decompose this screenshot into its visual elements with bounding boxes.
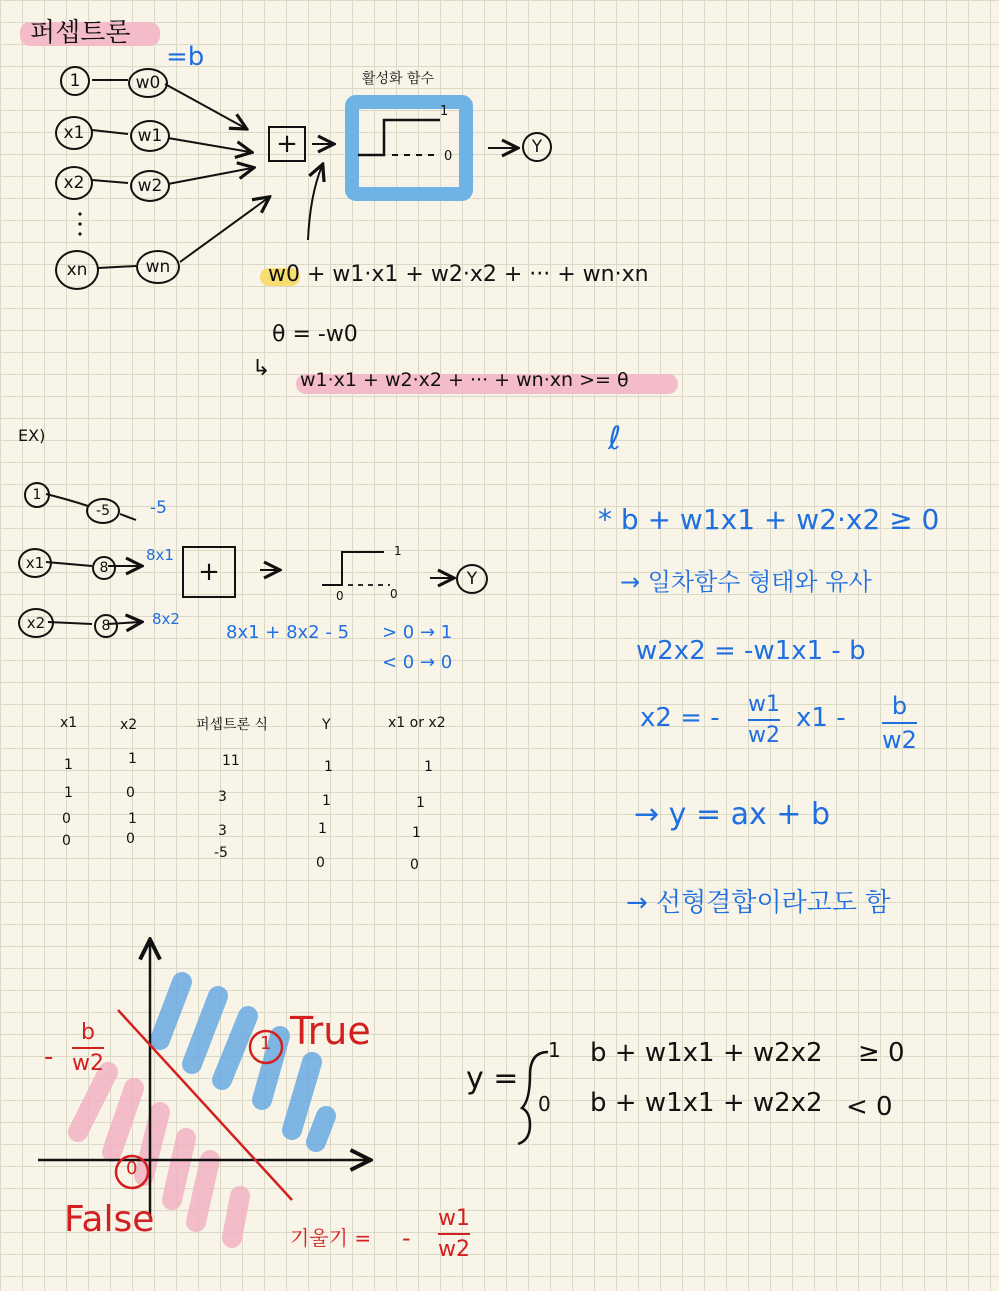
false-label: False	[64, 1199, 155, 1240]
x2-middle: x1 -	[796, 703, 846, 733]
intercept-denominator: w2	[72, 1051, 104, 1076]
slope-sign: -	[402, 1224, 411, 1252]
input-node-x1: x1	[55, 116, 93, 150]
input-node-bias: 1	[60, 66, 90, 96]
table-cell: 0	[410, 857, 419, 873]
output-node: Y	[522, 132, 552, 162]
theta-arrow: ↳	[252, 356, 271, 381]
theta-equation: θ = -w0	[272, 322, 358, 347]
table-cell: 1	[64, 785, 73, 801]
table-header-y: Y	[322, 717, 331, 733]
example-output-node: Y	[456, 564, 488, 594]
table-cell: 0	[62, 833, 71, 849]
table-cell: 1	[322, 793, 331, 809]
blue-region	[160, 982, 326, 1142]
intercept-fraction	[72, 1020, 104, 1076]
table-cell: 1	[128, 751, 137, 767]
example-note-x1: 8x1	[146, 546, 174, 564]
curl-mark: ℓ	[608, 419, 622, 457]
linear-combination-note: → 선형결합이라고도 함	[626, 888, 891, 918]
example-input-bias: 1	[24, 482, 50, 508]
true-marker: 1	[260, 1033, 272, 1054]
case2-condition: < 0	[846, 1092, 893, 1122]
slope-numerator: w1	[438, 1206, 470, 1231]
piecewise-lhs: y =	[466, 1061, 519, 1096]
slope-intercept-form: → y = ax + b	[634, 797, 831, 832]
activation-zero: 0	[444, 149, 453, 164]
false-marker: 0	[126, 1158, 138, 1179]
threshold-equation: w1·x1 + w2·x2 + ··· + wn·xn >= θ	[300, 369, 629, 391]
example-input-x1: x1	[18, 548, 52, 578]
table-cell: 3	[218, 789, 227, 805]
example-weight-x1: 8	[92, 556, 116, 580]
linear-function-note: → 일차함수 형태와 유사	[620, 568, 872, 596]
example-label: EX)	[18, 426, 46, 445]
slope-denominator: w2	[438, 1237, 470, 1262]
table-header-or: x1 or x2	[388, 715, 446, 731]
weighted-sum-formula: w0 + w1·x1 + w2·x2 + ··· + wn·xn	[268, 262, 649, 287]
example-step-one: 1	[394, 544, 402, 558]
sum-node: +	[268, 126, 306, 162]
example-input-x2: x2	[18, 608, 54, 638]
fraction-b-w2	[882, 692, 917, 754]
example-weight-bias: -5	[86, 498, 120, 524]
example-rule-expression: 8x1 + 8x2 - 5	[226, 622, 350, 643]
example-sum-node: +	[182, 546, 236, 598]
weight-node-w1: w1	[130, 120, 170, 152]
activation-box	[352, 102, 466, 194]
case2-value: 0	[538, 1092, 551, 1116]
w0-equals-b-note: =b	[166, 42, 205, 72]
table-cell: 1	[128, 811, 137, 827]
fraction-denominator: w2	[882, 726, 917, 754]
example-rule-true: > 0 → 1	[382, 622, 453, 643]
activation-step	[358, 120, 440, 155]
table-cell: 1	[64, 757, 73, 773]
intercept-sign: -	[44, 1042, 54, 1072]
activation-one: 1	[440, 104, 449, 119]
table-cell: 0	[126, 831, 135, 847]
rearranged-equation: w2x2 = -w1x1 - b	[636, 636, 866, 666]
case1-expression: b + w1x1 + w2x2	[590, 1038, 823, 1068]
slope-fraction	[438, 1206, 470, 1262]
table-cell: 1	[416, 795, 425, 811]
example-step-zero-left: 0	[336, 589, 344, 603]
table-cell: 1	[424, 759, 433, 775]
dots-vertical	[78, 212, 81, 235]
example-step-zero-right: 0	[390, 587, 398, 601]
input-node-x2: x2	[55, 166, 93, 200]
table-cell: 1	[412, 825, 421, 841]
table-cell: 0	[316, 855, 325, 871]
example-step	[322, 552, 384, 585]
table-header-x2: x2	[120, 717, 138, 733]
x2-lhs: x2 = -	[640, 703, 720, 733]
activation-label: 활성화 함수	[362, 71, 435, 87]
example-note-x2: 8x2	[152, 610, 180, 628]
table-cell: 1	[318, 821, 327, 837]
slope-label: 기울기 =	[290, 1226, 372, 1250]
fraction-numerator: b	[891, 692, 908, 720]
table-cell: 0	[126, 785, 135, 801]
case1-value: 1	[548, 1038, 561, 1062]
fraction-numerator: w1	[748, 692, 780, 717]
example-weight-x2: 8	[94, 614, 118, 638]
table-header-formula: 퍼셉트론 식	[196, 717, 269, 733]
true-label: True	[290, 1009, 371, 1053]
case2-expression: b + w1x1 + w2x2	[590, 1088, 823, 1118]
example-rule-false: < 0 → 0	[382, 652, 453, 673]
table-cell: -5	[214, 845, 228, 861]
page-title: 퍼셉트론	[30, 18, 131, 48]
fraction-denominator: w2	[748, 723, 780, 748]
example-note-bias: -5	[150, 498, 167, 518]
intercept-numerator: b	[81, 1020, 95, 1045]
table-cell: 1	[324, 759, 333, 775]
fraction-w1-w2	[748, 692, 780, 748]
weight-node-w2: w2	[130, 170, 170, 202]
weight-node-w0: w0	[128, 68, 168, 98]
weight-node-wn: wn	[136, 250, 180, 284]
table-header-x1: x1	[60, 715, 78, 731]
input-node-xn: xn	[55, 250, 99, 290]
table-cell: 11	[222, 753, 240, 769]
case1-condition: ≥ 0	[858, 1038, 905, 1068]
star-inequality: * b + w1x1 + w2·x2 ≥ 0	[598, 503, 940, 536]
table-cell: 0	[62, 811, 71, 827]
table-cell: 3	[218, 823, 227, 839]
